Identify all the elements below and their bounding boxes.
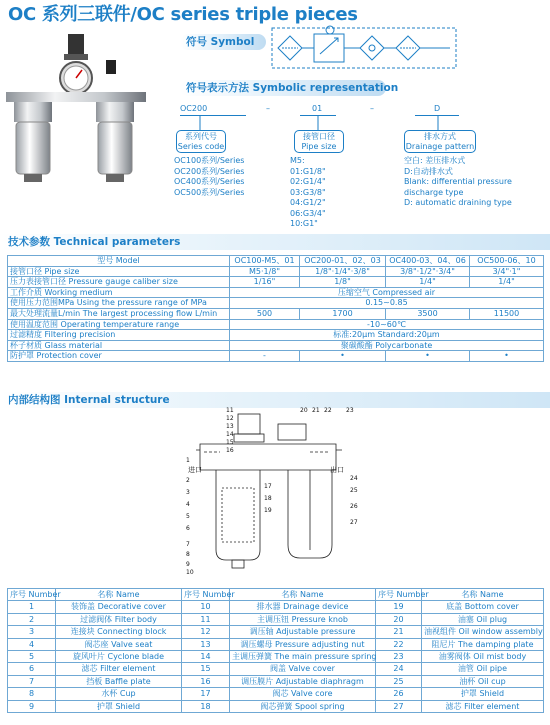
pipe-item: 06:G3/4" xyxy=(290,208,326,218)
pipe-list xyxy=(290,156,326,230)
part-number: 6 xyxy=(186,525,190,532)
cell: 23 xyxy=(376,651,422,663)
row-label: 杯子材质 Glass material xyxy=(8,340,230,351)
cell: 20 xyxy=(376,613,422,625)
series-item: OC400系列/Series xyxy=(174,177,245,186)
cell: 10 xyxy=(182,601,230,613)
cell: 1/8"·1/4"·3/8" xyxy=(300,266,386,277)
code-drain: D xyxy=(434,104,441,113)
internal-header: 内部结构图 Internal structure xyxy=(0,392,550,408)
cell: • xyxy=(386,351,470,362)
cell: 6 xyxy=(8,663,56,675)
cell: 油管 Oil pipe xyxy=(422,663,544,675)
table-row xyxy=(8,340,544,351)
drainage-box xyxy=(404,130,476,153)
cell: 15 xyxy=(182,663,230,675)
part-number: 16 xyxy=(226,447,234,454)
cell: 过滤阀体 Filter body xyxy=(56,613,182,625)
col-number: 序号 Number xyxy=(8,589,56,601)
cell: 护罩 Shield xyxy=(422,688,544,700)
table-row xyxy=(8,319,544,330)
cell: 9 xyxy=(8,700,56,712)
cell: 3 xyxy=(8,626,56,638)
part-number: 25 xyxy=(350,487,358,494)
parts-header-row xyxy=(8,589,544,601)
cell: 1/16" xyxy=(230,277,300,288)
pipe-size-cn: 接管口径 xyxy=(303,132,335,141)
row-label: 接管口径 Pipe size xyxy=(8,266,230,277)
cell: 11 xyxy=(182,613,230,625)
part-number: 19 xyxy=(264,507,272,514)
table-row xyxy=(8,601,544,613)
outlet-label: 出口 xyxy=(330,466,344,474)
part-number: 2 xyxy=(186,477,190,484)
pipe-size-en: Pipe size xyxy=(301,141,337,151)
part-number: 5 xyxy=(186,513,190,520)
table-row xyxy=(8,277,544,288)
table-row xyxy=(8,308,544,319)
drain-item: D: automatic draining type xyxy=(404,198,512,207)
code-dash-1: – xyxy=(266,104,270,113)
drain-item: 空白: 差压排水式 xyxy=(404,156,466,165)
part-number: 20 xyxy=(300,407,308,414)
cell: 排水器 Drainage device xyxy=(230,601,376,613)
cell: 连接块 Connecting block xyxy=(56,626,182,638)
part-number: 12 xyxy=(226,415,234,422)
cell: 底盖 Bottom cover xyxy=(422,601,544,613)
cell: 阻尼片 The damping plate xyxy=(422,638,544,650)
part-number: 11 xyxy=(226,407,234,414)
drainage-cn: 排水方式 xyxy=(424,132,456,141)
tech-col-oc500: OC500-06、10 xyxy=(470,256,544,267)
cell: 14 xyxy=(182,651,230,663)
code-dash-2: – xyxy=(370,104,374,113)
row-label: 工作介质 Working medium xyxy=(8,287,230,298)
symbol-diagram xyxy=(270,24,460,72)
cell: 26 xyxy=(376,688,422,700)
table-row xyxy=(8,638,544,650)
cell: 12 xyxy=(182,626,230,638)
drainage-en: Drainage pattern xyxy=(405,141,475,151)
table-row xyxy=(8,651,544,663)
pipe-item: 01:G1/8" xyxy=(290,166,326,176)
cell: 17 xyxy=(182,688,230,700)
cell: 油塞 Oil plug xyxy=(422,613,544,625)
cell: 25 xyxy=(376,675,422,687)
row-label: 最大处理流量L/min The largest processing flow L/min xyxy=(8,308,230,319)
code-model: OC200 xyxy=(180,104,208,113)
cell: 旋风叶片 Cyclone blade xyxy=(56,651,182,663)
part-number: 3 xyxy=(186,489,190,496)
part-number: 8 xyxy=(186,551,190,558)
col-number: 序号 Number xyxy=(182,589,230,601)
drain-item: Blank: differential pressure xyxy=(404,177,512,186)
cell: 主调压弹簧 The main pressure spring xyxy=(230,651,376,663)
cell: 1700 xyxy=(300,308,386,319)
row-label: 使用温度范围 Operating temperature range xyxy=(8,319,230,330)
part-number: 26 xyxy=(350,503,358,510)
pipe-item: M5: xyxy=(290,156,305,165)
cell: 5 xyxy=(8,651,56,663)
cell: 主调压钮 Pressure knob xyxy=(230,613,376,625)
part-number: 15 xyxy=(226,439,234,446)
cell: 27 xyxy=(376,700,422,712)
part-number: 22 xyxy=(324,407,332,414)
col-number: 序号 Number xyxy=(376,589,422,601)
pipe-item: 10:G1" xyxy=(290,219,318,228)
cell: 3/4"·1" xyxy=(470,266,544,277)
cell: -10~60℃ xyxy=(230,319,544,330)
col-name: 名称 Name xyxy=(230,589,376,601)
cell: 油视组件 Oil window assembly xyxy=(422,626,544,638)
cell: 压缩空气 Compressed air xyxy=(230,287,544,298)
part-number: 18 xyxy=(264,495,272,502)
row-label: 使用压力范围MPa Using the pressure range of MPa xyxy=(8,298,230,309)
table-row xyxy=(8,675,544,687)
cell: 护罩 Shield xyxy=(56,700,182,712)
cell: 13 xyxy=(182,638,230,650)
part-number: 14 xyxy=(226,431,234,438)
cell: 22 xyxy=(376,638,422,650)
drain-list xyxy=(404,156,512,209)
part-number: 13 xyxy=(226,423,234,430)
cell: 1/4" xyxy=(386,277,470,288)
table-row xyxy=(8,663,544,675)
part-number: 9 xyxy=(186,561,190,568)
cell: 1 xyxy=(8,601,56,613)
row-label: 防护罩 Protection cover xyxy=(8,351,230,362)
table-row xyxy=(8,298,544,309)
series-code-en: Series code xyxy=(177,141,225,151)
cell: 滤芯 Filter element xyxy=(56,663,182,675)
series-code-box xyxy=(176,130,226,153)
cell: 阀芯座 Valve seat xyxy=(56,638,182,650)
cell: 挡板 Baffle plate xyxy=(56,675,182,687)
cell: 11500 xyxy=(470,308,544,319)
internal-structure-diagram xyxy=(160,400,390,580)
cell: 8 xyxy=(8,688,56,700)
pipe-item: 03:G3/8" xyxy=(290,187,326,197)
cell: 阀芯弹簧 Spool spring xyxy=(230,700,376,712)
cell: 滤芯 Filter element xyxy=(422,700,544,712)
cell: 500 xyxy=(230,308,300,319)
inlet-label: 进口 xyxy=(188,466,202,474)
cell: 1/4" xyxy=(470,277,544,288)
drain-item: discharge type xyxy=(404,187,464,197)
table-row xyxy=(8,700,544,712)
series-item: OC500系列/Series xyxy=(174,187,245,197)
cell: 3500 xyxy=(386,308,470,319)
cell: 阀芯 Valve core xyxy=(230,688,376,700)
table-row xyxy=(8,266,544,277)
tech-header: 技术参数 Technical parameters xyxy=(0,234,550,250)
table-row xyxy=(8,287,544,298)
cell: • xyxy=(300,351,386,362)
series-item: OC100系列/Series xyxy=(174,156,245,165)
cell: 19 xyxy=(376,601,422,613)
tech-col-oc400: OC400-03、04、06 xyxy=(386,256,470,267)
table-row xyxy=(8,613,544,625)
cell: 3/8"·1/2"·3/4" xyxy=(386,266,470,277)
part-number: 17 xyxy=(264,483,272,490)
cell: 标准:20μm Standard:20μm xyxy=(230,330,544,341)
tech-col-model: 型号 Model xyxy=(8,256,230,267)
row-label: 压力表接管口径 Pressure gauge caliber size xyxy=(8,277,230,288)
part-number: 1 xyxy=(186,457,190,464)
tech-col-oc100: OC100-M5、01 xyxy=(230,256,300,267)
cell: 21 xyxy=(376,626,422,638)
cell: 2 xyxy=(8,613,56,625)
cell: 24 xyxy=(376,663,422,675)
cell: 0.15~0.85 xyxy=(230,298,544,309)
cell: 调压轴 Adjustable pressure xyxy=(230,626,376,638)
cell: 阀盖 Valve cover xyxy=(230,663,376,675)
series-code-cn: 系列代号 xyxy=(185,132,217,141)
cell: 聚碳酸酯 Polycarbonate xyxy=(230,340,544,351)
col-name: 名称 Name xyxy=(56,589,182,601)
cell: 油雾阀体 Oil mist body xyxy=(422,651,544,663)
col-name: 名称 Name xyxy=(422,589,544,601)
pipe-item: 04:G1/2" xyxy=(290,198,326,207)
row-label: 过滤精度 Filtering precision xyxy=(8,330,230,341)
pipe-item: 02:G1/4" xyxy=(290,177,326,186)
series-list xyxy=(174,156,244,198)
table-row xyxy=(8,351,544,362)
part-number: 27 xyxy=(350,519,358,526)
code-pipe: 01 xyxy=(312,104,323,113)
pipe-size-box xyxy=(294,130,344,153)
symbol-header: 符号 Symbol xyxy=(180,34,266,50)
drain-item: D:自动排水式 xyxy=(404,166,453,176)
cell: • xyxy=(470,351,544,362)
cell: 调压螺母 Pressure adjusting nut xyxy=(230,638,376,650)
part-number: 24 xyxy=(350,475,358,482)
part-number: 23 xyxy=(346,407,354,414)
table-row xyxy=(8,626,544,638)
cell: 7 xyxy=(8,675,56,687)
page-title: OC 系列三联件/OC series triple pieces xyxy=(8,4,358,25)
tech-col-oc200: OC200-01、02、03 xyxy=(300,256,386,267)
cell: 16 xyxy=(182,675,230,687)
part-number: 21 xyxy=(312,407,320,414)
cell: 水杯 Cup xyxy=(56,688,182,700)
cell: 4 xyxy=(8,638,56,650)
cell: 1/8" xyxy=(300,277,386,288)
part-number: 10 xyxy=(186,569,194,576)
cell: 18 xyxy=(182,700,230,712)
series-item: OC200系列/Series xyxy=(174,166,245,176)
cell: M5·1/8" xyxy=(230,266,300,277)
cell: 调压膜片 Adjustable diaphragm xyxy=(230,675,376,687)
cell: 装饰盖 Decorative cover xyxy=(56,601,182,613)
symbolic-header: 符号表示方法 Symbolic representation xyxy=(180,80,386,96)
table-row xyxy=(8,330,544,341)
parts-table xyxy=(7,588,544,713)
table-row xyxy=(8,688,544,700)
tech-table xyxy=(7,255,544,362)
tech-header-row xyxy=(8,256,544,267)
part-number: 4 xyxy=(186,501,190,508)
cell: - xyxy=(230,351,300,362)
part-number: 7 xyxy=(186,541,190,548)
product-image xyxy=(6,30,146,190)
cell: 油杯 Oil cup xyxy=(422,675,544,687)
